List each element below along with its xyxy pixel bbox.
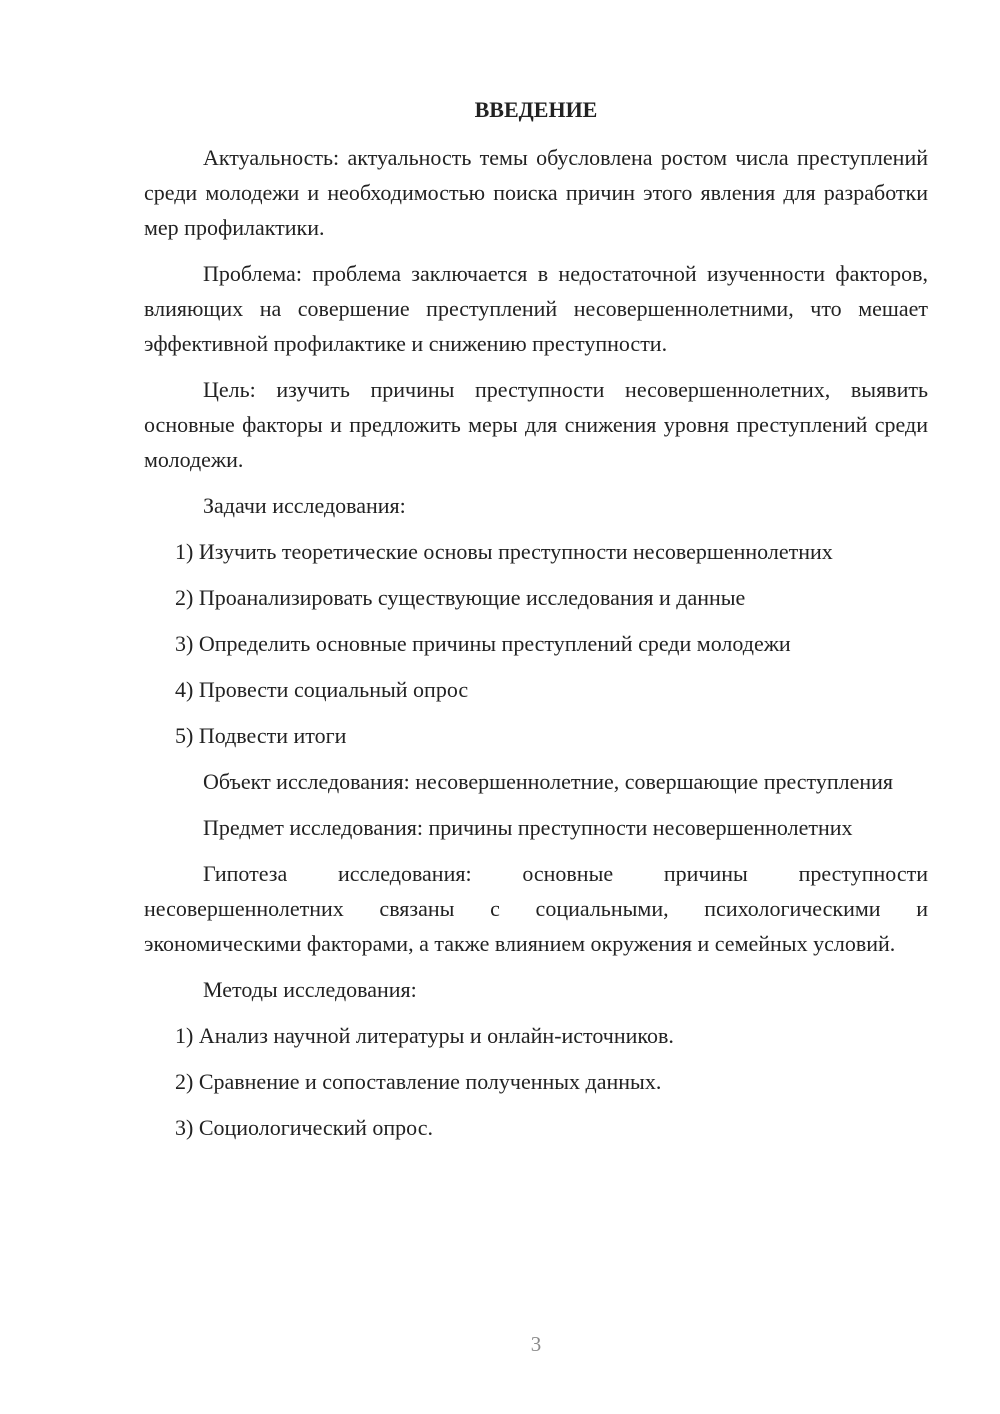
subject-paragraph: Предмет исследования: причины преступности несовершеннолетних <box>203 815 853 840</box>
list-item: 1) Изучить теоретические основы преступности несовершеннолетних <box>175 539 833 564</box>
list-item: 3) Социологический опрос. <box>175 1115 433 1140</box>
list-item: 4) Провести социальный опрос <box>175 677 469 702</box>
hypothesis-paragraph: Гипотеза исследования: основные причины преступности несовершеннолетних связаны с социальными, психологическими и экономическими факторами, а также влиянием окружения и семейных условий. <box>144 861 928 956</box>
list-item: 1) Анализ научной литературы и онлайн-источников. <box>175 1023 674 1048</box>
list-item: 3) Определить основные причины преступлений среди молодежи <box>175 631 791 656</box>
goal-paragraph: Цель: изучить причины преступности несовершеннолетних, выявить основные факторы и предложить меры для снижения уровня преступлений среди молодежи. <box>144 377 928 472</box>
list-item: 2) Сравнение и сопоставление полученных данных. <box>175 1069 662 1094</box>
object-paragraph: Объект исследования: несовершеннолетние, совершающие преступления <box>203 769 894 794</box>
tasks-list <box>144 534 928 753</box>
document-page <box>144 96 928 1156</box>
page-number: 3 <box>530 1332 542 1356</box>
methods-heading: Методы исследования: <box>203 977 417 1002</box>
methods-list <box>144 1018 928 1145</box>
relevance-paragraph: Актуальность: актуальность темы обусловлена ростом числа преступлений среди молодежи и необходимостью поиска причин этого явления для разработки мер профилактики. <box>144 145 928 240</box>
page-title: ВВЕДЕНИЕ <box>474 97 598 122</box>
tasks-heading: Задачи исследования: <box>203 493 406 518</box>
list-item: 2) Проанализировать существующие исследования и данные <box>175 585 746 610</box>
problem-paragraph: Проблема: проблема заключается в недостаточной изученности факторов, влияющих на совершение преступлений несовершеннолетними, что мешает эффективной профилактике и снижению преступности. <box>144 261 928 356</box>
list-item: 5) Подвести итоги <box>175 723 347 748</box>
